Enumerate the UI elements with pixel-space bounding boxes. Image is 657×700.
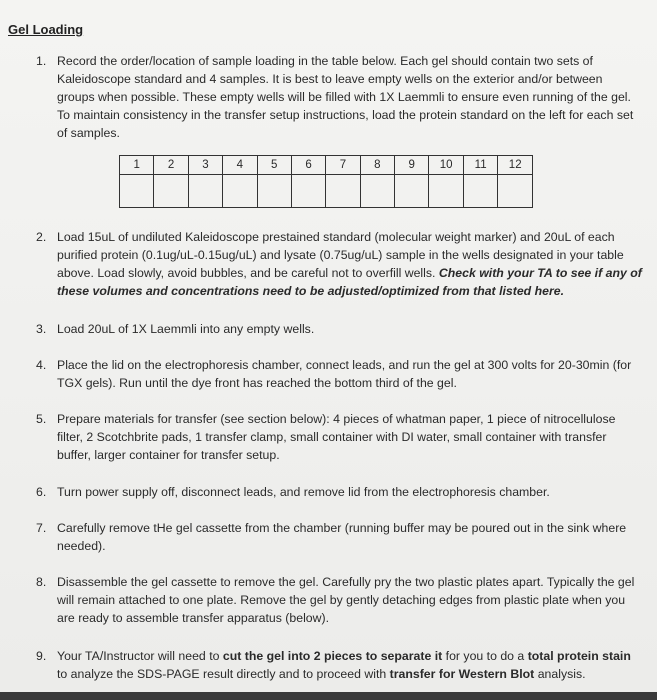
step-text-plain: to analyze the SDS-PAGE result directly and to proceed with [57, 667, 390, 681]
step-text-plain: for you to do a [442, 649, 528, 663]
well-header: 8 [360, 156, 394, 175]
step-number: 8. [36, 575, 47, 589]
section-title: Gel Loading [8, 22, 84, 37]
step-text-plain: Your TA/Instructor will need to [57, 649, 223, 663]
well-header: 12 [498, 156, 533, 175]
step-number: 2. [36, 230, 47, 244]
well-cell [326, 175, 360, 208]
step-text: Prepare materials for transfer (see section below): 4 pieces of whatman paper, 1 piece of nitrocellulose filter, 2 Scotchbrite pads, 1 transfer clamp, small container with DI water, small container with transfer buffer, larger container for transfer setup. [57, 412, 616, 462]
step-text-plain: analysis. [534, 667, 586, 681]
well-cell [188, 175, 222, 208]
step-text: Place the lid on the electrophoresis chamber, connect leads, and run the gel at 300 volts for 20-30min (for TGX gels). Run until the dye front has reached the bottom third of the gel. [57, 358, 632, 390]
step-text [57, 228, 642, 300]
well-cell [429, 175, 464, 208]
well-cell [395, 175, 429, 208]
well-table [119, 155, 533, 208]
well-header: 9 [395, 156, 429, 175]
step-text-bold: transfer for Western Blot [389, 667, 535, 681]
step-text-plain: Load 15uL of undiluted Kaleidoscope prestained standard (molecular weight marker) and 20uL of each purified protein (0.1ug/uL-0.15ug/uL) and lysate (0.75ug/uL) sample in the wells designated in your table above. Load slowly, avoid bubbles, and be careful not to overfill wells. [57, 230, 624, 280]
well-header: 1 [120, 156, 154, 175]
well-entry-row [120, 175, 533, 208]
well-cell [154, 175, 188, 208]
well-header: 5 [257, 156, 291, 175]
well-cell [360, 175, 394, 208]
page-bottom-edge [0, 692, 657, 700]
step-number: 3. [36, 322, 47, 336]
step-number: 6. [36, 485, 47, 499]
well-cell [257, 175, 291, 208]
step-text: Record the order/location of sample loading in the table below. Each gel should contain two sets of Kaleidoscope standard and 4 samples. It is best to leave empty wells on the exterior and/or between groups when possible. These empty wells will be filled with 1X Laemmli to ensure even running of the gel. To maintain consistency in the transfer setup instructions, load the protein standard on the left for each set of samples. [57, 54, 634, 140]
step-text: Disassemble the gel cassette to remove the gel. Carefully pry the two plastic plates apart. Typically the gel will remain attached to one plate. Remove the gel by gently detaching edges from plastic plate when you are ready to assemble transfer apparatus (below). [57, 575, 635, 625]
well-header: 6 [291, 156, 325, 175]
well-header: 3 [188, 156, 222, 175]
step-number: 5. [36, 412, 47, 426]
well-cell [291, 175, 325, 208]
step-text: Load 20uL of 1X Laemmli into any empty wells. [57, 322, 315, 336]
step-text-emphasis: Check with your TA to see if any of these volumes and concentrations need to be adjusted/optimized from that listed here. [57, 266, 642, 298]
well-cell [223, 175, 257, 208]
well-header: 7 [326, 156, 360, 175]
step-number: 9. [36, 649, 47, 663]
well-cell [120, 175, 154, 208]
step-number: 1. [36, 54, 47, 68]
step-number: 4. [36, 358, 47, 372]
well-header-row [120, 156, 533, 175]
well-cell [463, 175, 498, 208]
step-text-bold: total protein stain [527, 649, 631, 663]
well-cell [498, 175, 533, 208]
well-header: 2 [154, 156, 188, 175]
well-header: 11 [463, 156, 498, 175]
step-number: 7. [36, 521, 47, 535]
well-header: 10 [429, 156, 464, 175]
well-header: 4 [223, 156, 257, 175]
step-text: Carefully remove tHe gel cassette from the chamber (running buffer may be poured out in the sink where needed). [57, 521, 627, 553]
step-text: Turn power supply off, disconnect leads, and remove lid from the electrophoresis chamber. [57, 485, 550, 499]
step-text-bold: cut the gel into 2 pieces to separate it [222, 649, 443, 663]
step-text [57, 647, 642, 683]
